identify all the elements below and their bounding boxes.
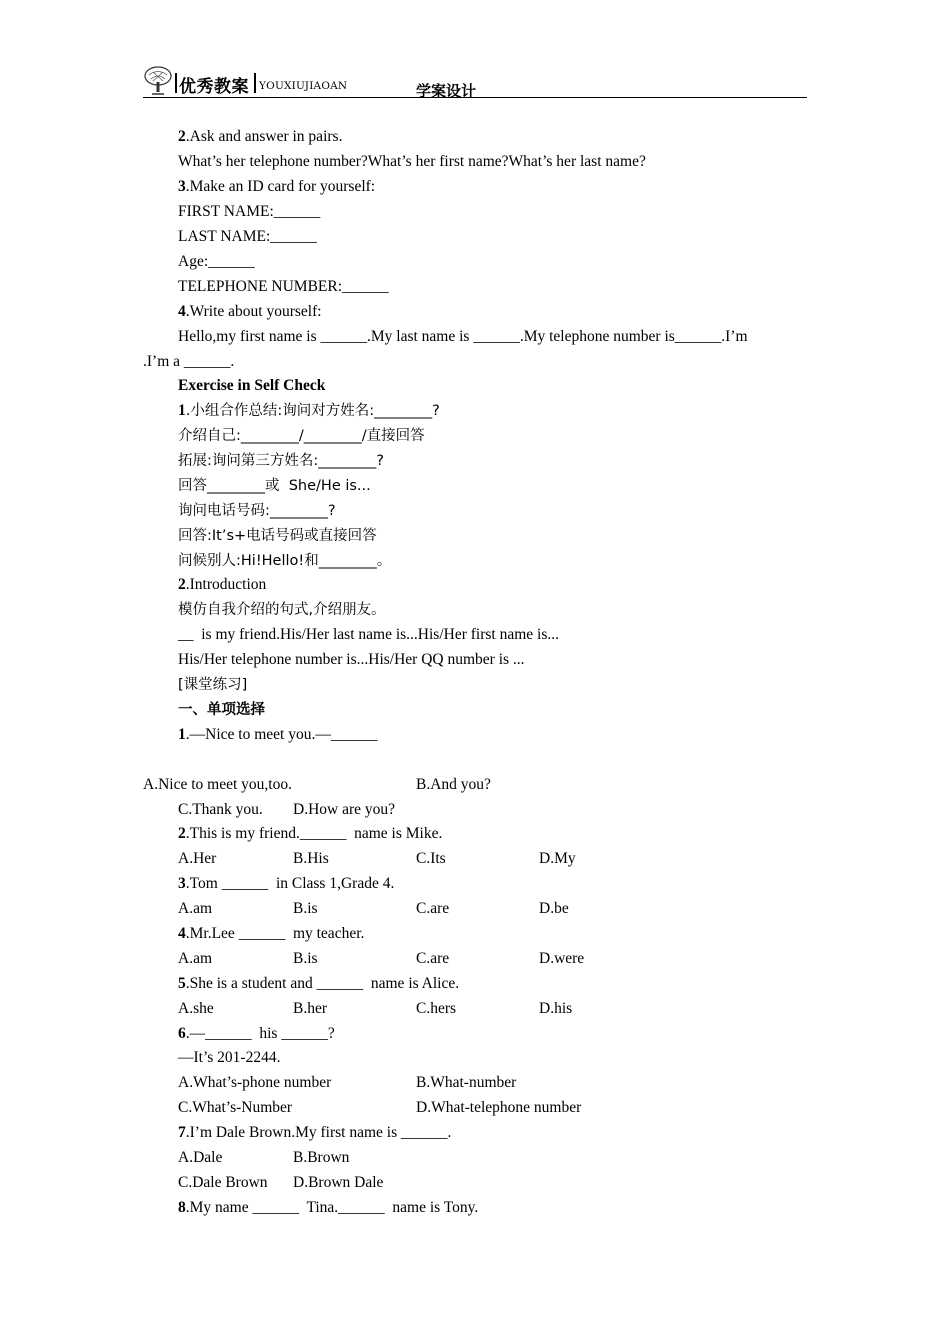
- task-3-line: [178, 177, 375, 197]
- item-number: 1: [178, 726, 186, 743]
- text-line: __ is my friend.His/Her last name is...His/Her first name is...: [178, 626, 559, 643]
- option-a: A.Her: [178, 850, 217, 867]
- telephone-field: TELEPHONE NUMBER:______: [178, 278, 389, 295]
- option-a: A.am: [178, 900, 213, 917]
- self-check-1-line: [178, 401, 440, 421]
- option-b: B.His: [293, 850, 329, 867]
- item-number: 3: [178, 178, 186, 195]
- option-d: D.his: [539, 1000, 573, 1017]
- text-line: 模仿自我介绍的句式,介绍朋友。: [178, 602, 386, 618]
- text: .Introduction: [185, 576, 267, 593]
- first-name-field: FIRST NAME:______: [178, 203, 321, 220]
- text: .Mr.Lee ______ my teacher.: [185, 925, 365, 942]
- logo-text-cn: 优秀教案: [179, 77, 249, 97]
- question-3: [178, 874, 394, 894]
- item-number: 7: [178, 1124, 186, 1141]
- item-number: 2: [178, 576, 186, 593]
- text: .小组合作总结:询问对方姓名:________?: [185, 403, 440, 419]
- task-2-line: [178, 127, 342, 147]
- option-c: C.are: [416, 900, 450, 917]
- logo-text-en: YOUXIUJIAOAN: [259, 80, 348, 92]
- option-d: D.My: [539, 850, 576, 867]
- text-line: 回答________或 She/He is...: [178, 478, 371, 494]
- text-line: His/Her telephone number is...His/Her QQ number is ...: [178, 651, 525, 668]
- text-line: 回答:It’s+电话号码或直接回答: [178, 528, 377, 544]
- text: .She is a student and ______ name is Alice.: [185, 975, 460, 992]
- text-line: 问候别人:Hi!Hello!和________。: [178, 553, 392, 569]
- option-c: C.Thank you.: [178, 801, 263, 818]
- text-line: 介绍自己:________/________/直接回答: [178, 428, 425, 444]
- item-number: 5: [178, 975, 186, 992]
- item-number: 2: [178, 128, 186, 145]
- option-a: A.she: [178, 1000, 214, 1017]
- option-c: C.What’s-Number: [178, 1099, 293, 1116]
- logo-divider: [175, 73, 177, 93]
- question-6: [178, 1024, 335, 1044]
- question-2: [178, 824, 442, 844]
- question-7: [178, 1123, 451, 1143]
- item-number: 8: [178, 1199, 186, 1216]
- section-label: [课堂练习]: [178, 677, 248, 693]
- question-8: [178, 1198, 478, 1218]
- option-b: B.is: [293, 900, 318, 917]
- header-rule: [143, 97, 807, 98]
- option-a: A.Nice to meet you,too.: [143, 776, 292, 793]
- task-4-line: [178, 302, 322, 322]
- text: .—______ his ______?: [185, 1025, 335, 1042]
- text: .Write about yourself:: [185, 303, 322, 320]
- item-number: 4: [178, 925, 186, 942]
- text: .I’m Dale Brown.My first name is ______.: [185, 1124, 452, 1141]
- text: .Ask and answer in pairs.: [185, 128, 343, 145]
- page-header: [143, 66, 807, 100]
- logo-divider: [254, 73, 256, 93]
- text: .Make an ID card for yourself:: [185, 178, 376, 195]
- section-heading: 一、单项选择: [178, 702, 265, 718]
- text-line: .I’m a ______.: [143, 353, 235, 370]
- text-line: Hello,my first name is ______.My last name is ______.My telephone number is______.I’m: [178, 328, 748, 345]
- dialogue-answer: —It’s 201-2244.: [178, 1049, 281, 1066]
- option-b: B.Brown: [293, 1149, 350, 1166]
- last-name-field: LAST NAME:______: [178, 228, 317, 245]
- option-a: A.What’s-phone number: [178, 1074, 332, 1091]
- item-number: 4: [178, 303, 186, 320]
- option-d: D.were: [539, 950, 585, 967]
- text: .—Nice to meet you.—______: [185, 726, 378, 743]
- item-number: 6: [178, 1025, 186, 1042]
- text: .This is my friend.______ name is Mike.: [185, 825, 443, 842]
- option-c: C.are: [416, 950, 450, 967]
- text-line: What’s her telephone number?What’s her first name?What’s her last name?: [178, 153, 646, 170]
- tree-logo-icon: [143, 66, 173, 96]
- option-d: D.What-telephone number: [416, 1099, 582, 1116]
- question-1: [178, 725, 377, 745]
- option-a: A.am: [178, 950, 213, 967]
- age-field: Age:______: [178, 253, 255, 270]
- item-number: 2: [178, 825, 186, 842]
- option-c: C.Its: [416, 850, 446, 867]
- option-d: D.Brown Dale: [293, 1174, 384, 1191]
- section-heading: Exercise in Self Check: [178, 377, 326, 394]
- self-check-2-line: [178, 575, 266, 595]
- item-number: 1: [178, 402, 186, 419]
- header-title: 学案设计: [416, 82, 477, 100]
- text-line: 拓展:询问第三方姓名:________?: [178, 453, 384, 469]
- question-4: [178, 924, 364, 944]
- option-b: B.And you?: [416, 776, 491, 793]
- text: .Tom ______ in Class 1,Grade 4.: [185, 875, 395, 892]
- option-a: A.Dale: [178, 1149, 223, 1166]
- option-d: D.How are you?: [293, 801, 396, 818]
- option-c: C.hers: [416, 1000, 457, 1017]
- option-b: B.is: [293, 950, 318, 967]
- item-number: 3: [178, 875, 186, 892]
- option-d: D.be: [539, 900, 569, 917]
- text: .My name ______ Tina.______ name is Tony.: [185, 1199, 479, 1216]
- text-line: 询问电话号码:________?: [178, 503, 336, 519]
- question-5: [178, 974, 459, 994]
- option-c: C.Dale Brown: [178, 1174, 268, 1191]
- option-b: B.her: [293, 1000, 328, 1017]
- option-b: B.What-number: [416, 1074, 517, 1091]
